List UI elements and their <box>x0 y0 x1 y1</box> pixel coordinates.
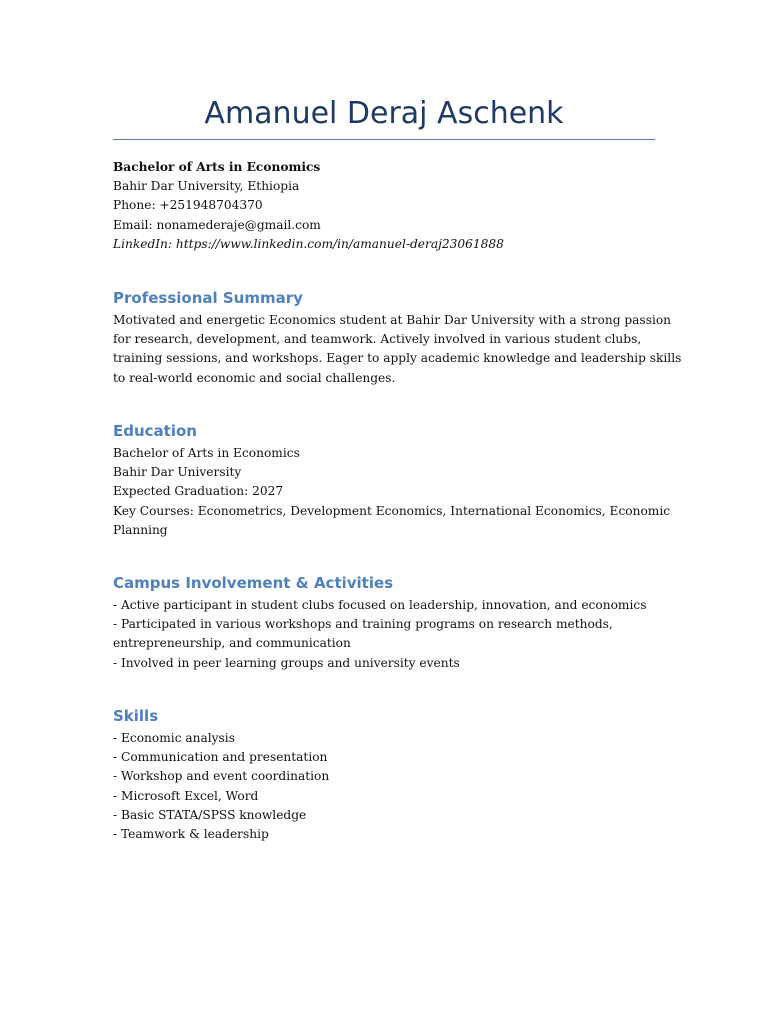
resume-name-title: Amanuel Deraj Aschenk <box>204 96 564 131</box>
campus-line: - Involved in peer learning groups and university events <box>113 655 460 670</box>
section-education <box>113 420 655 442</box>
education-body <box>113 444 671 540</box>
skill-item: - Economic analysis <box>113 731 235 745</box>
skill-item: - Basic STATA/SPSS knowledge <box>113 807 307 822</box>
education-line: Planning <box>113 522 168 537</box>
section-heading: Skills <box>113 707 159 725</box>
summary-line: for research, development, and teamwork. Actively involved in various student clubs, <box>113 332 642 347</box>
campus-line: - Participated in various workshops and training programs on research methods, <box>113 617 613 632</box>
campus-line: - Active participant in student clubs focused on leadership, innovation, and economics <box>113 598 647 612</box>
summary-line: Motivated and energetic Economics student at Bahir Dar University with a strong passion <box>113 313 672 327</box>
contact-linkedin: LinkedIn: https://www.linkedin.com/in/amanuel-deraj23061888 <box>113 236 504 251</box>
section-heading: Education <box>113 422 197 440</box>
campus-body <box>113 596 655 673</box>
education-line: Bachelor of Arts in Economics <box>113 446 300 460</box>
contact-block <box>113 158 655 254</box>
section-heading: Professional Summary <box>113 289 303 307</box>
contact-email: Email: nonamederaje@gmail.com <box>113 217 321 232</box>
title-underline-rule <box>113 139 655 140</box>
section-campus-involvement <box>113 572 655 594</box>
summary-line: training sessions, and workshops. Eager to apply academic knowledge and leadership skills <box>113 351 682 366</box>
contact-phone: Phone: +251948704370 <box>113 198 263 213</box>
section-skills <box>113 705 655 727</box>
skill-item: - Workshop and event coordination <box>113 769 330 784</box>
contact-degree: Bachelor of Arts in Economics <box>113 160 321 174</box>
skill-item: - Communication and presentation <box>113 750 328 765</box>
skill-item: - Teamwork & leadership <box>113 827 269 842</box>
section-professional-summary <box>113 287 655 309</box>
summary-line: to real-world economic and social challenges. <box>113 370 396 385</box>
education-line: Bahir Dar University <box>113 465 242 480</box>
skills-body <box>113 729 655 844</box>
contact-university: Bahir Dar University, Ethiopia <box>113 179 300 194</box>
skill-item: - Microsoft Excel, Word <box>113 788 259 803</box>
summary-body <box>113 311 682 388</box>
campus-line: entrepreneurship, and communication <box>113 636 351 651</box>
education-line: Expected Graduation: 2027 <box>113 484 284 499</box>
education-line: Key Courses: Econometrics, Development Economics, International Economics, Economic <box>113 503 671 518</box>
section-heading: Campus Involvement & Activities <box>113 574 394 592</box>
